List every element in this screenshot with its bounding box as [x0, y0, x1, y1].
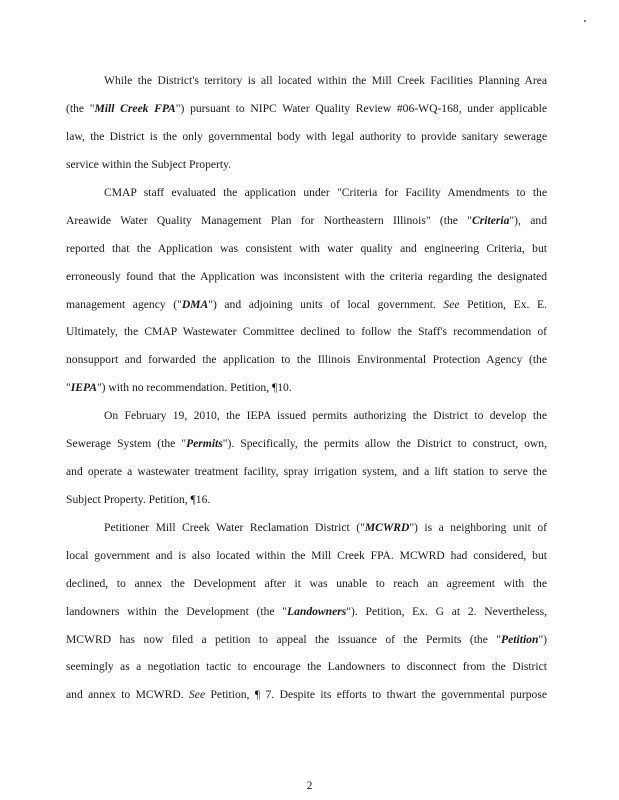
text-line: and operate a wastewater treatment facility, spray irrigation system, and a lift station to serve the [66, 464, 547, 478]
text-line: service within the Subject Property. [66, 157, 232, 171]
text-line: law, the District is the only governmental body with legal authority to provide sanitary sewerage [66, 129, 547, 143]
text-line: declined, to annex the Development after it was unable to reach an agreement with the [66, 576, 547, 590]
text-line: reported that the Application was consistent with water quality and engineering Criteria, but [66, 241, 547, 255]
text-line: local government and is also located within the Mill Creek FPA. MCWRD had considered, but [66, 548, 547, 562]
text-line: seemingly as a negotiation tactic to encourage the Landowners to disconnect from the District [66, 660, 547, 674]
text-line: CMAP staff evaluated the application under "Criteria for Facility Amendments to the [104, 186, 547, 199]
text-line: Sewerage System (the "Permits"). Specifically, the permits allow the District to construct, own, [66, 436, 547, 450]
paragraph-territory [66, 67, 547, 179]
page-number: 2 [306, 779, 313, 792]
text-line: MCWRD has now filed a petition to appeal the issuance of the Permits (the "Petition") [66, 632, 547, 646]
text-line: On February 19, 2010, the IEPA issued permits authorizing the District to develop the [104, 409, 547, 422]
text-line: "IEPA") with no recommendation. Petition, ¶10. [66, 381, 292, 395]
text-line: and annex to MCWRD. See Petition, ¶ 7. Despite its efforts to thwart the governmental purpose [66, 688, 547, 702]
text-line: Areawide Water Quality Management Plan for Northeastern Illinois" (the "Criteria"), and [66, 213, 547, 227]
text-line: management agency ("DMA") and adjoining units of local government. See Petition, Ex. E. [66, 297, 547, 311]
paragraph-cmap-evaluation [66, 179, 547, 402]
text-line: Petitioner Mill Creek Water Reclamation District ("MCWRD") is a neighboring unit of [104, 521, 548, 534]
paragraph-mcwrd-petition [66, 514, 547, 709]
text-line: (the "Mill Creek FPA") pursuant to NIPC Water Quality Review #06-WQ-168, under applicable [66, 101, 547, 115]
text-line: While the District's territory is all located within the Mill Creek Facilities Planning Area [104, 74, 547, 87]
paragraph-permits [66, 402, 547, 514]
text-line: erroneously found that the Application was inconsistent with the criteria regarding the designated [66, 269, 547, 283]
scan-speck [584, 20, 586, 22]
text-line: Ultimately, the CMAP Wastewater Committee declined to follow the Staff's recommendation of [66, 325, 547, 339]
text-line: nonsupport and forwarded the application to the Illinois Environmental Protection Agency (the [66, 353, 547, 367]
text-line: Subject Property. Petition, ¶16. [66, 492, 211, 506]
text-line: landowners within the Development (the "Landowners"). Petition, Ex. G at 2. Nevertheless, [66, 604, 548, 618]
